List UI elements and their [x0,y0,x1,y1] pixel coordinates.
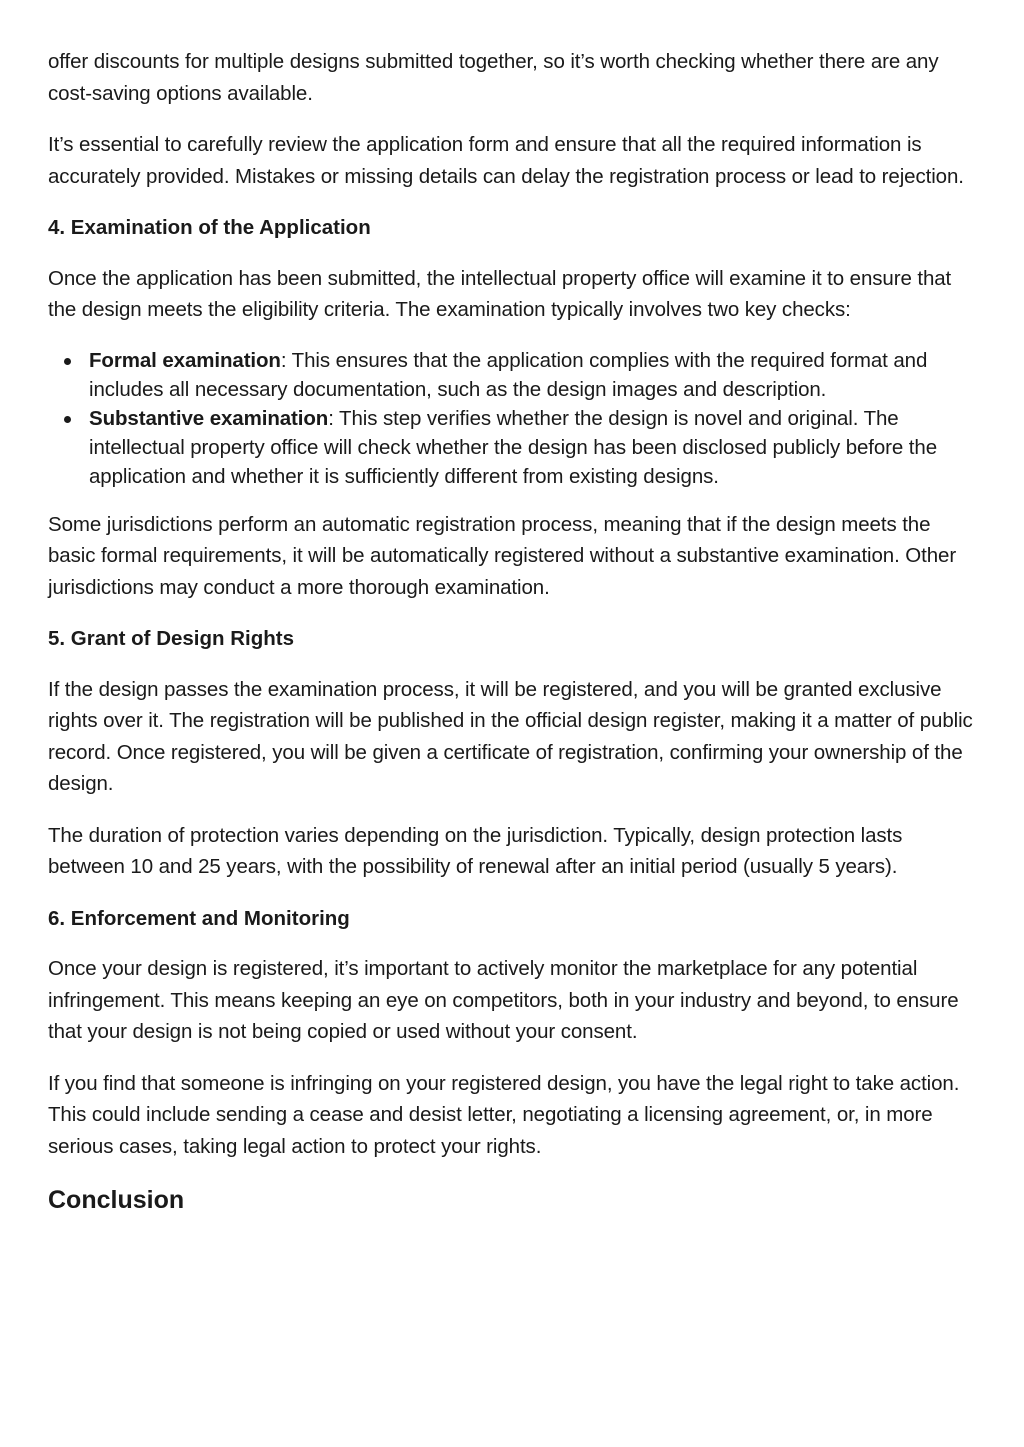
paragraph-duration: The duration of protection varies depending on the jurisdiction. Typically, design protection lasts between 10 and 25 years, with the possibility of renewal after an initial period (usually 5 years). [48,823,903,878]
heading-conclusion: Conclusion [48,1186,185,1214]
paragraph-infringement: If you find that someone is infringing on your registered design, you have the legal right to take action. This could include sending a cease and desist letter, negotiating a licensing agreement, or, in more serious cases, taking legal action to protect your rights. [48,1071,960,1158]
list-item-text: : This ensures that the application complies with the required format and includes all necessary documentation, such as the design images and description. [89,348,928,401]
list-item [89,346,976,404]
paragraph-examination-intro: Once the application has been submitted, the intellectual property office will examine it to ensure that the design meets the eligibility criteria. The examination typically involves two key checks: [48,266,952,321]
heading-enforcement: 6. Enforcement and Monitoring [48,906,350,930]
paragraph-discounts: offer discounts for multiple designs submitted together, so it’s worth checking whether there are any cost-saving options available. [48,50,939,105]
list-item [89,404,976,491]
list-item-text: : This step verifies whether the design is novel and original. The intellectual property office will check whether the design has been disclosed publicly before the application and whether it is sufficiently different from existing designs. [89,406,938,488]
heading-grant: 5. Grant of Design Rights [48,627,295,650]
bullet-icon [64,416,71,423]
heading-examination: 4. Examination of the Application [48,216,371,239]
examination-checks-list [48,346,976,491]
bullet-icon [64,358,71,365]
paragraph-automatic-registration: Some jurisdictions perform an automatic registration process, meaning that if the design meets the basic formal requirements, it will be automatically registered without a substantive examination. Other jurisdictions may conduct a more thorough examination. [48,512,957,599]
list-item-term: Substantive examination [89,406,329,430]
paragraph-grant: If the design passes the examination process, it will be registered, and you will be granted exclusive rights over it. The registration will be published in the official design register, making it a matter of public record. Once registered, you will be given a certificate of registration, confirming your ownership of the design. [48,677,973,795]
list-item-term: Formal examination [89,348,281,372]
paragraph-monitoring: Once your design is registered, it’s important to actively monitor the marketplace for any potential infringement. This means keeping an eye on competitors, both in your industry and beyond, to ensure that your design is not being copied or used without your consent. [48,957,959,1043]
paragraph-review-form: It’s essential to carefully review the application form and ensure that all the required information is accurately provided. Mistakes or missing details can delay the registration process or lead to rejection. [48,133,964,188]
